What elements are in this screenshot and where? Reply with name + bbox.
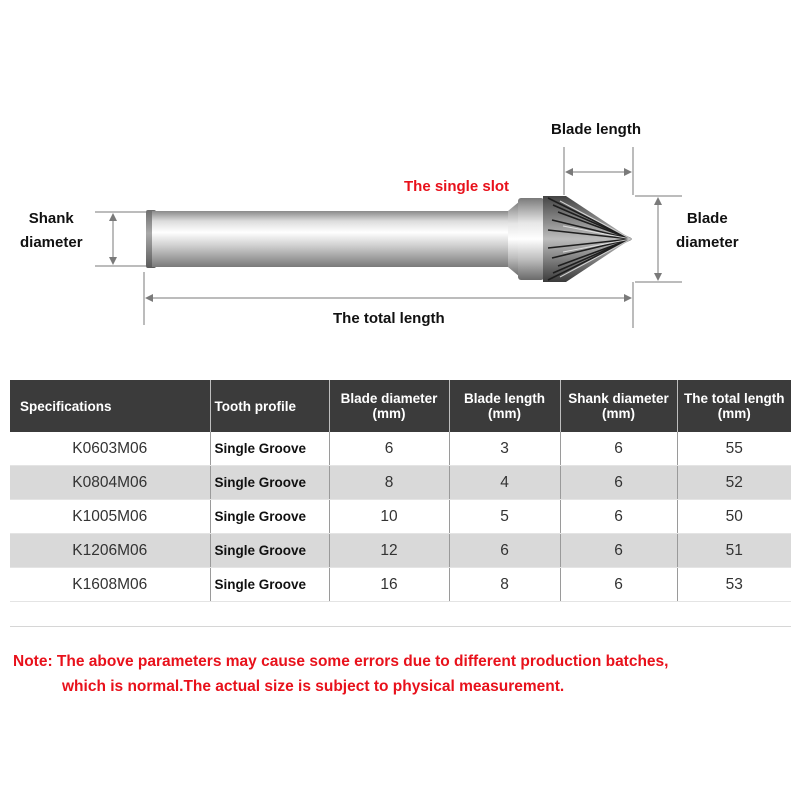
specifications-table [10, 380, 791, 602]
cell-spec: K0804M06 [10, 466, 210, 500]
cell-shank-diameter: 6 [560, 534, 677, 568]
cell-blade-length: 6 [449, 534, 560, 568]
table-header-row [10, 380, 791, 432]
burr-dimension-diagram [0, 0, 800, 350]
header-shank-diameter: Shank diameter (mm) [560, 380, 677, 432]
blade-length-label: Blade length [551, 121, 642, 138]
cell-shank-diameter: 6 [560, 568, 677, 602]
table-row [10, 500, 791, 534]
note-line-1: Note: The above parameters may cause some errors due to different production batches, [13, 653, 669, 670]
cell-total-length: 50 [677, 500, 791, 534]
cutter-cone [543, 196, 631, 282]
header-blade-length: Blade length (mm) [449, 380, 560, 432]
cell-profile: Single Groove [210, 432, 329, 466]
blade-diameter-label-line1: Blade [686, 210, 728, 227]
cell-total-length: 53 [677, 568, 791, 602]
cell-total-length: 55 [677, 432, 791, 466]
table-row [10, 432, 791, 466]
cell-spec: K1005M06 [10, 500, 210, 534]
cell-total-length: 51 [677, 534, 791, 568]
cell-blade-length: 3 [449, 432, 560, 466]
cell-profile: Single Groove [210, 466, 329, 500]
cell-profile: Single Groove [210, 500, 329, 534]
header-blade-diameter: Blade diameter (mm) [329, 380, 449, 432]
cell-blade-diameter: 8 [329, 466, 449, 500]
cell-spec: K0603M06 [10, 432, 210, 466]
header-specifications: Specifications [10, 380, 210, 432]
cell-blade-diameter: 16 [329, 568, 449, 602]
divider [10, 626, 791, 627]
burr-tool-image [146, 196, 631, 282]
blade-diameter-label-line2: diameter [676, 234, 739, 251]
cell-shank-diameter: 6 [560, 432, 677, 466]
header-total-length: The total length (mm) [677, 380, 791, 432]
cell-blade-diameter: 10 [329, 500, 449, 534]
shank-diameter-label-line1: Shank [28, 210, 74, 227]
cell-blade-diameter: 6 [329, 432, 449, 466]
cell-blade-diameter: 12 [329, 534, 449, 568]
cell-blade-length: 5 [449, 500, 560, 534]
cell-spec: K1206M06 [10, 534, 210, 568]
table-row [10, 466, 791, 500]
cell-profile: Single Groove [210, 568, 329, 602]
cell-blade-length: 8 [449, 568, 560, 602]
cell-total-length: 52 [677, 466, 791, 500]
header-tooth-profile: Tooth profile [210, 380, 329, 432]
total-length-label: The total length [333, 310, 445, 327]
table-row [10, 534, 791, 568]
single-slot-label: The single slot [404, 178, 510, 195]
note-line-2: which is normal.The actual size is subject to physical measurement. [62, 678, 565, 695]
cell-spec: K1608M06 [10, 568, 210, 602]
cell-profile: Single Groove [210, 534, 329, 568]
collar [518, 198, 544, 280]
cell-shank-diameter: 6 [560, 466, 677, 500]
shank [152, 211, 512, 267]
shank-diameter-label-line2: diameter [20, 234, 83, 251]
blade-diameter-label [676, 207, 739, 255]
cell-blade-length: 4 [449, 466, 560, 500]
table-row [10, 568, 791, 602]
cell-shank-diameter: 6 [560, 500, 677, 534]
shank-diameter-label [20, 207, 83, 255]
